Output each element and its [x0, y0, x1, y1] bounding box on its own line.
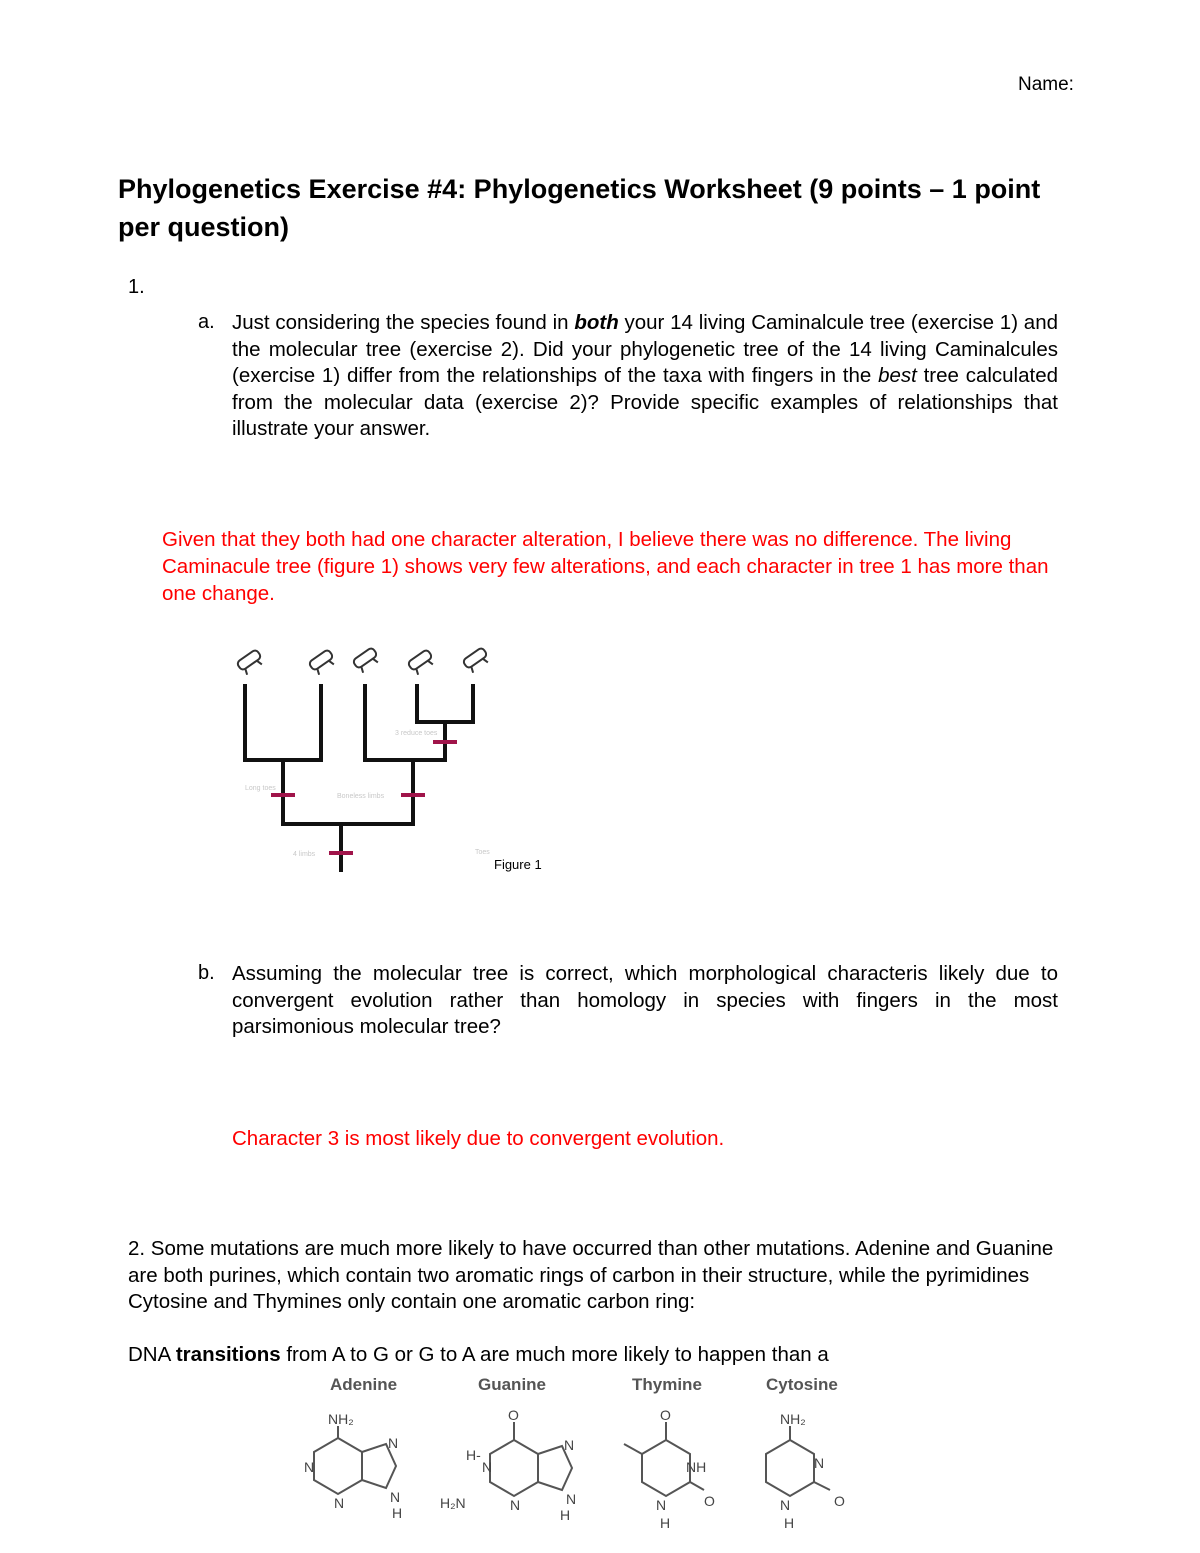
cytosine-n: N: [780, 1497, 791, 1513]
molecule-name-thymine: Thymine: [632, 1375, 702, 1394]
guanine-n: N: [566, 1491, 577, 1507]
thymine-h: H: [660, 1515, 671, 1531]
phylogenetic-tree-figure: [225, 638, 565, 878]
tree-label: Long toes: [245, 785, 276, 792]
guanine-h: H: [560, 1507, 571, 1523]
taxon-5-icon: [462, 647, 491, 674]
question-1a-text: [232, 310, 1058, 443]
question-2-transitions-line: [128, 1342, 1058, 1369]
thymine-n: N: [656, 1497, 667, 1513]
tree-label: Boneless limbs: [337, 793, 385, 800]
cytosine-n: N: [814, 1455, 825, 1471]
guanine-structure: [490, 1422, 575, 1496]
tree-branches: [245, 686, 473, 870]
q1a-text-part: Just considering the species found in: [232, 311, 575, 334]
question-1b-marker: b.: [198, 962, 215, 984]
tree-label: 4 limbs: [293, 851, 316, 858]
q2-transitions-bold: transitions: [175, 1343, 281, 1366]
cytosine-o: O: [834, 1493, 845, 1509]
question-1-number: 1.: [128, 276, 145, 298]
page-title: Phylogenetics Exercise #4: Phylogenetics Worksheet (9 points – 1 point per question): [118, 174, 1041, 242]
thymine-o: O: [704, 1493, 715, 1509]
adenine-n: N: [388, 1435, 399, 1451]
q1a-emphasis-both: both: [574, 311, 619, 334]
guanine-o: O: [508, 1407, 519, 1423]
guanine-h2n: H₂N: [440, 1495, 466, 1511]
taxon-4-icon: [407, 649, 436, 676]
figure-1-caption: Figure 1: [494, 857, 542, 872]
question-2-text: 2. Some mutations are much more likely to have occurred than other mutations. Adenine and Guanine are both purines, which contain two aromatic rings of carbon in their structure, while the pyrimidines Cytosine and Thymines only contain one aromatic carbon ring:: [128, 1237, 1054, 1313]
name-label: Name:: [1018, 74, 1074, 95]
taxon-1-icon: [236, 649, 265, 676]
clade-right-inner: [417, 686, 473, 722]
guanine-n: N: [564, 1437, 575, 1453]
guanine-n: N: [482, 1459, 493, 1475]
adenine-n: N: [304, 1459, 315, 1475]
question-1a-answer: Given that they both had one character alteration, I believe there was no difference. The living Caminacule tree (figure 1) shows very few alterations, and each character in tree 1 has more than one change.: [162, 528, 1049, 605]
taxon-silhouettes: [236, 647, 491, 676]
question-1b-answer: Character 3 is most likely due to convergent evolution.: [232, 1127, 725, 1150]
guanine-h: H-: [466, 1447, 481, 1463]
adenine-n: N: [390, 1489, 401, 1505]
clade-left: [245, 686, 321, 760]
thymine-nh: NH: [686, 1459, 707, 1475]
adenine-structure: [314, 1426, 399, 1494]
tree-label: Toes: [475, 849, 490, 856]
q1a-text-part: your 14 living Caminalcule tree (exercise 1) and the molecular tree (exercise 2). Did your phylogenetic tree of the 14 living Caminalcules (exercise 1) differ from the relationships of the taxa with fingers in the: [232, 311, 1059, 387]
adenine-h: H: [392, 1505, 403, 1521]
tree-label: 3 reduce toes: [395, 730, 438, 737]
taxon-2-icon: [308, 649, 337, 676]
molecule-name-adenine: Adenine: [330, 1375, 398, 1394]
thymine-o: O: [660, 1407, 671, 1423]
q1a-emphasis-best: best: [878, 364, 917, 387]
question-1b-text: Assuming the molecular tree is correct, which morphological characteris likely due to convergent evolution rather than homology in species with fingers in the most parsimonious molecular tree?: [232, 962, 1058, 1038]
cytosine-nh2: NH₂: [780, 1411, 806, 1427]
q2-line-part: from A to G or G to A are much more likely to happen than a: [280, 1343, 829, 1366]
cytosine-h: H: [784, 1515, 795, 1531]
q1a-text-part: tree calculated from the molecular data (exercise 2)? Provide specific examples of relationships that illustrate your answer.: [232, 364, 1058, 440]
question-1a-marker: a.: [198, 311, 215, 333]
q2-line-part: DNA: [128, 1343, 176, 1366]
adenine-nh2: NH₂: [328, 1411, 354, 1427]
molecule-name-cytosine: Cytosine: [766, 1375, 838, 1394]
guanine-n: N: [510, 1497, 521, 1513]
taxon-3-icon: [352, 647, 381, 674]
nucleobase-structures: [290, 1368, 890, 1548]
molecule-name-guanine: Guanine: [478, 1375, 547, 1394]
adenine-n: N: [334, 1495, 345, 1511]
